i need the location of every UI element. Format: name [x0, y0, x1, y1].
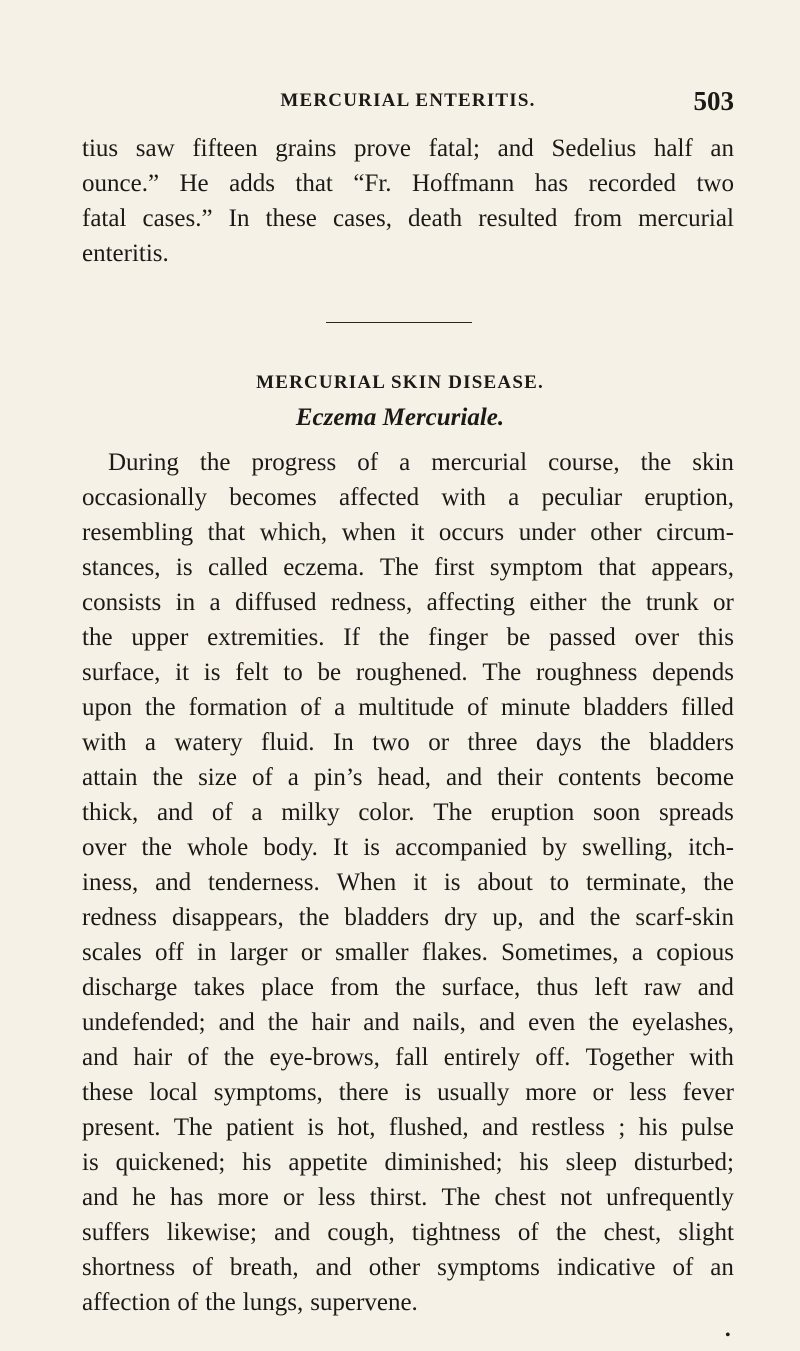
text-line: tius saw fifteen grains prove fatal; and Sedelius half an: [82, 135, 734, 162]
section-divider: [326, 322, 472, 323]
text-line: redness disappears, the bladders dry up, and the scarf-skin: [82, 904, 734, 931]
margin-mark: •: [725, 1327, 731, 1344]
page-number: 503: [693, 86, 734, 116]
text-line: fatal cases.” In these cases, death resulted from mercurial: [82, 205, 734, 232]
body-paragraph: [82, 445, 734, 1320]
section-title: MERCURIAL SKIN DISEASE.: [256, 372, 544, 393]
text-line: surface, it is felt to be roughened. The roughness depends: [82, 659, 734, 686]
text-line: occasionally becomes affected with a peculiar eruption,: [82, 484, 734, 511]
running-title: MERCURIAL ENTERITIS.: [280, 90, 536, 111]
text-line: consists in a diffused redness, affecting either the trunk or: [82, 589, 734, 616]
text-line: undefended; and the hair and nails, and even the eyelashes,: [82, 1009, 734, 1036]
text-line: enteritis.: [82, 240, 169, 267]
text-line: is quickened; his appetite diminished; his sleep disturbed;: [82, 1149, 734, 1176]
text-line: upon the formation of a multitude of minute bladders filled: [82, 694, 734, 721]
text-line: over the whole body. It is accompanied by swelling, itch-: [82, 834, 734, 861]
text-line: and hair of the eye-brows, fall entirely off. Together with: [82, 1044, 734, 1071]
text-line: resembling that which, when it occurs under other circum-: [82, 519, 734, 546]
text-line: iness, and tenderness. When it is about to terminate, the: [82, 869, 734, 896]
text-line: these local symptoms, there is usually more or less fever: [82, 1079, 734, 1106]
text-line: thick, and of a milky color. The eruption soon spreads: [82, 799, 734, 826]
text-line: present. The patient is hot, flushed, and restless ; his pulse: [82, 1114, 734, 1141]
text-line: discharge takes place from the surface, thus left raw and: [82, 974, 734, 1001]
text-line: attain the size of a pin’s head, and their contents become: [82, 764, 734, 791]
section-subtitle: Eczema Mercuriale.: [295, 404, 505, 431]
intro-paragraph: [82, 131, 734, 271]
text-line: shortness of breath, and other symptoms indicative of an: [82, 1254, 734, 1281]
text-line: stances, is called eczema. The first symptom that appears,: [82, 554, 734, 581]
text-line: scales off in larger or smaller flakes. Sometimes, a copious: [82, 939, 734, 966]
running-head: [82, 86, 734, 116]
text-line: During the progress of a mercurial course, the skin: [108, 449, 734, 476]
text-line: with a watery fluid. In two or three days the bladders: [82, 729, 734, 756]
text-line: the upper extremities. If the finger be passed over this: [82, 624, 734, 651]
text-line: suffers likewise; and cough, tightness of the chest, slight: [82, 1219, 734, 1246]
text-line: ounce.” He adds that “Fr. Hoffmann has recorded two: [82, 170, 734, 197]
text-line: affection of the lungs, supervene.: [82, 1289, 418, 1316]
text-line: and he has more or less thirst. The chest not unfrequently: [82, 1184, 734, 1211]
